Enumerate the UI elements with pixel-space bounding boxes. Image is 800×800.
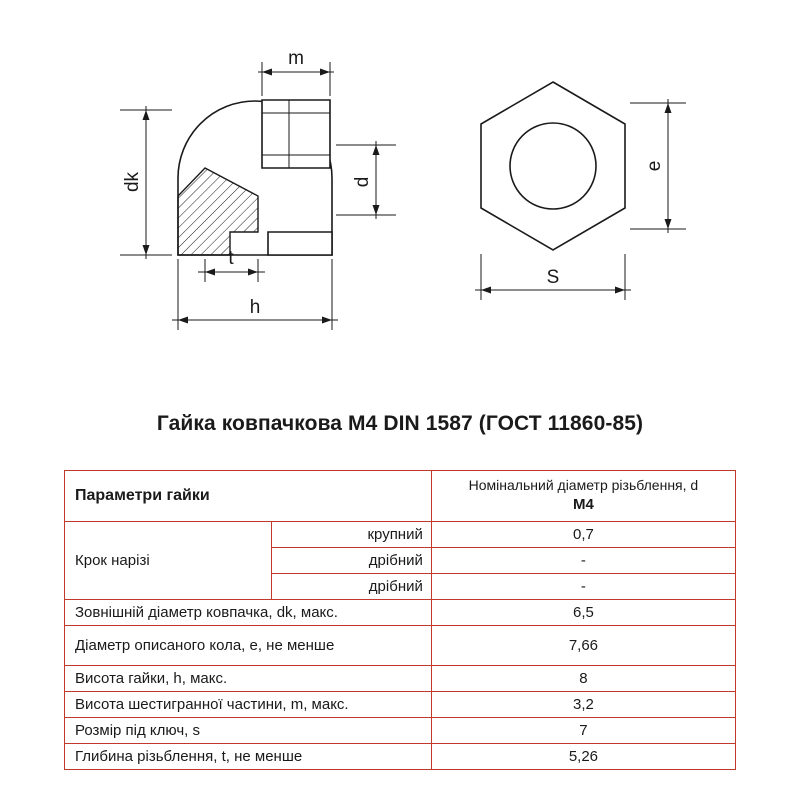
row-value-pitch-fine-2: - [431,574,735,600]
row-value-h: 8 [431,666,735,692]
row-sub-pitch-fine-1: дрібний [271,548,431,574]
specification-table [64,470,736,770]
row-label-dk: Зовнішній діаметр ковпачка, dk, макс. [65,600,432,626]
header-diameter-col [431,471,735,522]
row-value-dk: 6,5 [431,600,735,626]
cap-nut-drawing-svg [0,0,800,370]
row-label-pitch: Крок нарізі [65,522,272,600]
label-dk: dk [122,171,143,193]
table-row [65,692,736,718]
table-row [65,600,736,626]
page-title: Гайка ковпачкова M4 DIN 1587 (ГОСТ 11860-85) [156,412,644,435]
row-value-s: 7 [431,718,735,744]
row-label-e: Діаметр описаного кола, e, не менше [65,626,432,666]
technical-drawing [0,0,800,370]
row-sub-pitch-fine-2: дрібний [271,574,431,600]
header-diameter-label: Номінальний діаметр різьблення, d [468,477,699,494]
table-header-row [65,471,736,522]
table-row [65,522,736,548]
row-value-t: 5,26 [431,744,735,770]
table-row [65,744,736,770]
header-param-col: Параметри гайки [65,471,432,522]
label-e: e [644,160,665,172]
row-label-t: Глибина різьблення, t, не менше [65,744,432,770]
row-sub-pitch-coarse: крупний [271,522,431,548]
row-value-e: 7,66 [431,626,735,666]
header-diameter-value: M4 [573,496,594,514]
label-t: t [228,248,234,269]
table-row [65,626,736,666]
table-row [65,718,736,744]
row-value-pitch-coarse: 0,7 [431,522,735,548]
row-value-pitch-fine-1: - [431,548,735,574]
label-h: h [249,297,261,318]
row-label-h: Висота гайки, h, макс. [65,666,432,692]
row-label-m: Висота шестигранної частини, m, макс. [65,692,432,718]
label-d: d [352,176,373,188]
table-row [65,666,736,692]
label-s: S [546,267,560,288]
row-value-m: 3,2 [431,692,735,718]
row-label-s: Розмір під ключ, s [65,718,432,744]
label-m: m [288,48,304,69]
